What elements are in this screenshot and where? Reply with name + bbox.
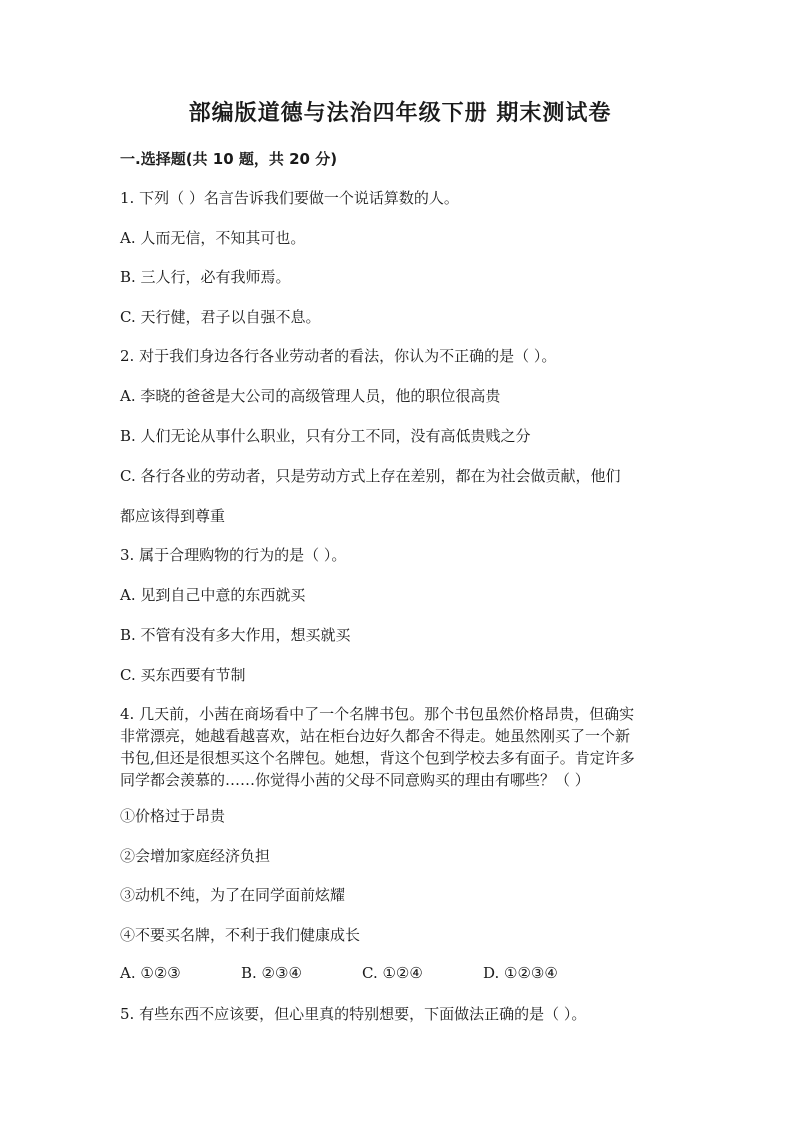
question-3-option-c: C. 买东西要有节制 xyxy=(120,666,246,684)
question-4-choice-d: D. ①②③④ xyxy=(483,964,558,982)
question-2-option-c: C. 各行各业的劳动者，只是劳动方式上存在差别，都在为社会做贡献，他们 xyxy=(120,467,621,485)
question-4-choice-c: C. ①②④ xyxy=(362,964,423,982)
question-3-option-b: B. 不管有没有多大作用，想买就买 xyxy=(120,626,351,644)
question-1-option-a: A. 人而无信，不知其可也。 xyxy=(120,229,306,247)
question-4-reason-4: ④不要买名牌，不利于我们健康成长 xyxy=(120,926,361,944)
question-4-stem-line-2: 非常漂亮，她越看越喜欢，站在柜台边好久都舍不得走。她虽然刚买了一个新 xyxy=(120,727,631,745)
question-4-reason-1: ①价格过于昂贵 xyxy=(120,807,226,825)
question-3-option-a: A. 见到自己中意的东西就买 xyxy=(120,586,306,604)
question-1-option-b: B. 三人行，必有我师焉。 xyxy=(120,268,291,286)
question-5-stem: 5. 有些东西不应该要，但心里真的特别想要，下面做法正确的是（ ）。 xyxy=(120,1005,587,1023)
question-4-stem-line-4: 同学都会羡慕的……你觉得小茜的父母不同意购买的理由有哪些？（ ） xyxy=(120,771,590,789)
question-4-reason-3: ③动机不纯，为了在同学面前炫耀 xyxy=(120,886,346,904)
question-1-stem: 1. 下列（ ）名言告诉我们要做一个说话算数的人。 xyxy=(120,189,459,207)
exam-title: 部编版道德与法治四年级下册 期末测试卷 xyxy=(188,101,612,126)
question-2-option-c-continued: 都应该得到尊重 xyxy=(120,507,226,525)
question-1-option-c: C. 天行健，君子以自强不息。 xyxy=(120,308,321,326)
question-3-stem: 3. 属于合理购物的行为的是（ ）。 xyxy=(120,546,347,564)
question-4-choice-a: A. ①②③ xyxy=(120,964,181,982)
question-2-option-a: A. 李晓的爸爸是大公司的高级管理人员，他的职位很高贵 xyxy=(120,387,501,405)
question-2-option-b: B. 人们无论从事什么职业，只有分工不同，没有高低贵贱之分 xyxy=(120,427,531,445)
question-2-stem: 2. 对于我们身边各行各业劳动者的看法，你认为不正确的是（ ）。 xyxy=(120,347,557,365)
question-4-stem-line-1: 4. 几天前，小茜在商场看中了一个名牌书包。那个书包虽然价格昂贵，但确实 xyxy=(120,705,635,723)
question-4-reason-2: ②会增加家庭经济负担 xyxy=(120,847,271,865)
section-heading: 一.选择题(共 10 题，共 20 分) xyxy=(120,150,338,168)
question-4-stem-line-3: 书包,但还是很想买这个名牌包。她想，背这个包到学校去多有面子。肯定许多 xyxy=(120,749,635,767)
question-4-choice-b: B. ②③④ xyxy=(241,964,302,982)
